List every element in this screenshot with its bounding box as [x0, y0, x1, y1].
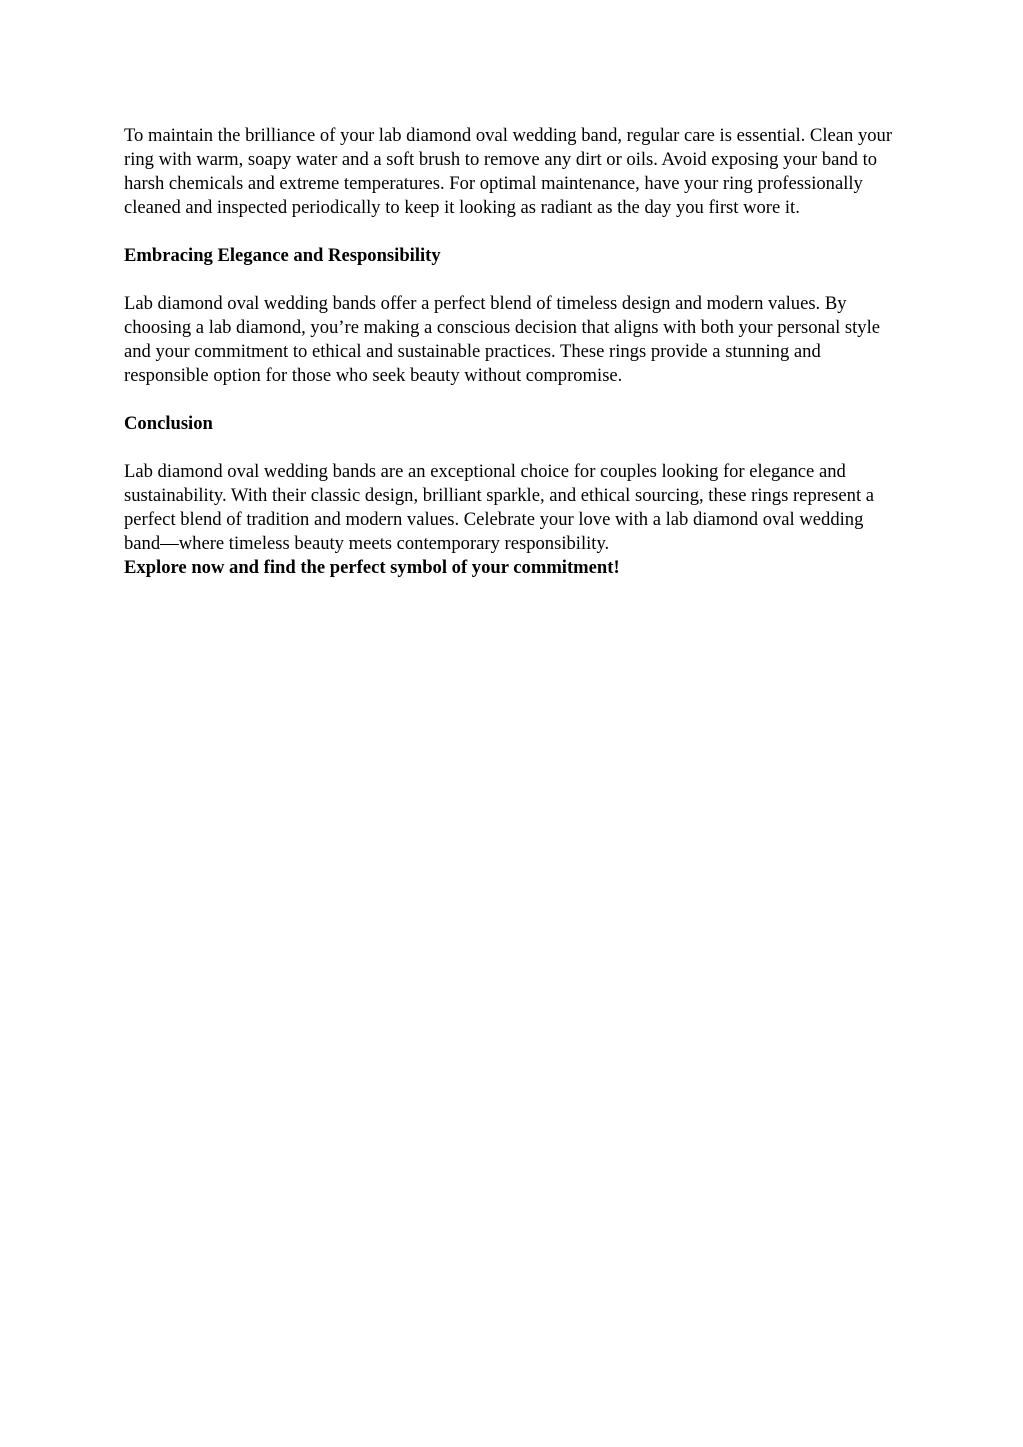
conclusion-section	[124, 460, 902, 580]
conclusion-paragraph: Lab diamond oval wedding bands are an exceptional choice for couples looking for elegance and sustainability. With their classic design, brilliant sparkle, and ethical sourcing, these rings represent a perfect blend of tradition and modern values. Celebrate your love with a lab diamond oval wedding band—where timeless beauty meets contemporary responsibility.	[124, 461, 875, 554]
care-paragraph: To maintain the brilliance of your lab diamond oval wedding band, regular care is essential. Clean your ring with warm, soapy water and a soft brush to remove any dirt or oils. Avoid exposing your band to harsh chemicals and extreme temperatures. For optimal maintenance, have your ring professionally cleaned and inspected periodically to keep it looking as radiant as the day you first wore it.	[124, 125, 893, 218]
elegance-paragraph: Lab diamond oval wedding bands offer a perfect blend of timeless design and modern values. By choosing a lab diamond, you’re making a conscious decision that aligns with both your personal style and your commitment to ethical and sustainable practices. These rings provide a stunning and responsible option for those who seek beauty without compromise.	[124, 293, 880, 386]
elegance-heading: Embracing Elegance and Responsibility	[124, 245, 441, 266]
document-body	[124, 124, 902, 604]
call-to-action: Explore now and find the perfect symbol of your commitment!	[124, 557, 620, 578]
conclusion-heading: Conclusion	[124, 413, 213, 434]
